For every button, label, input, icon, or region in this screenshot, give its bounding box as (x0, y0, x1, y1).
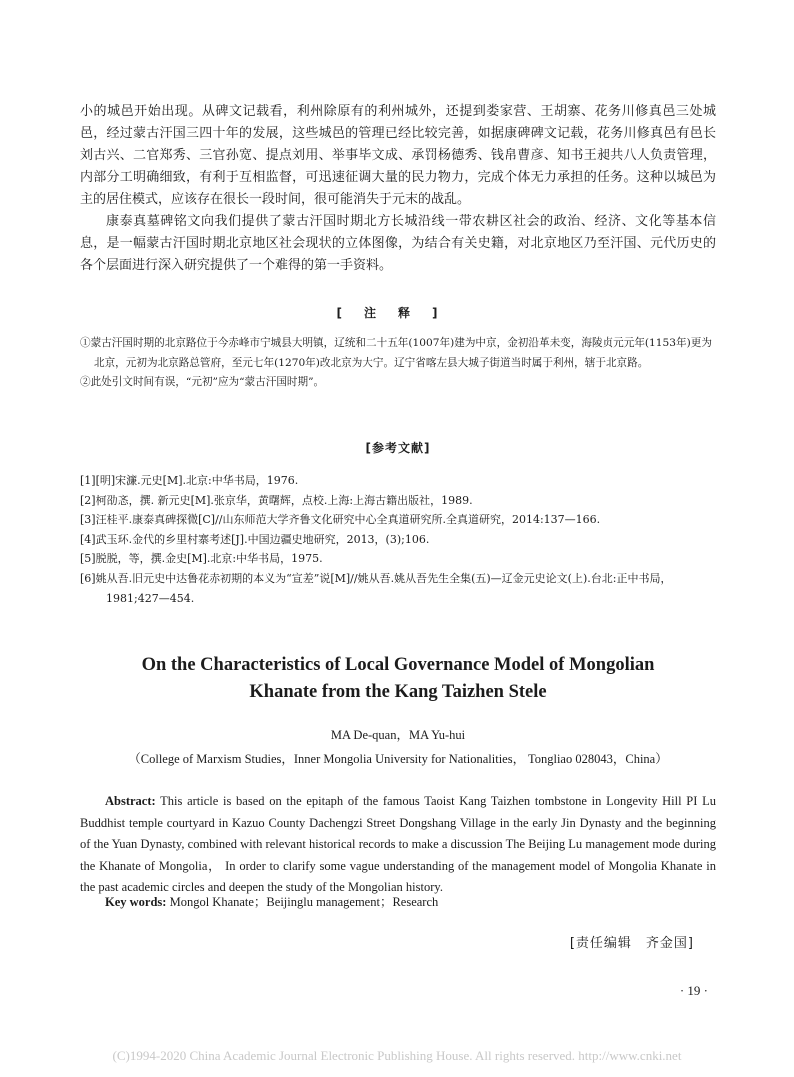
note-item: ②此处引文时间有误，“元初”应为“蒙古汗国时期”。 (80, 376, 325, 388)
body-paragraph: 小的城邑开始出现。从碑文记载看，利州除原有的利州城外，还提到娄家营、王胡寨、花务川修真邑三处城邑，经过蒙古汗国三四十年的发展，这些城邑的管理已经比较完善，如据康碑碑文记载，花务川修真邑有邑长刘古兴、二官郑秀、三官孙宽、提点刘用、举事毕文成、承罚杨德秀、钱帛曹彦、知书王昶共八人负责管理，内部分工明确细致，有利于互相监督，可迅速征调大量的民力物力，完成个体无力承担的任务。这种以城邑为主的居住模式，应该存在很长一段时间，很可能消失于元末的战乱。 (80, 104, 716, 207)
note-item: ①蒙古汗国时期的北京路位于今赤峰市宁城县大明镇，辽统和二十五年(1007年)建为中京，金初沿革未变，海陵贞元元年(1153年)更为北京，元初为北京路总管府，至元七年(1270年)改北京为大宁。辽宁省喀左县大城子街道当时属于利州，辖于北京路。 (80, 337, 712, 369)
references-list (80, 471, 716, 608)
english-title-line: Khanate from the Kang Taizhen Stele (249, 682, 547, 702)
body-paragraph: 康泰真墓碑铭文向我们提供了蒙古汗国时期北方长城沿线一带农耕区社会的政治、经济、文化等基本信息，是一幅蒙古汗国时期北京地区社会现状的立体图像，为结合有关史籍，对北京地区乃至汗国、元代历史的各个层面进行深入研究提供了一个难得的第一手资料。 (80, 214, 716, 273)
english-affiliation: （College of Marxism Studies，Inner Mongolia University for Nationalities， Tongliao 028043，China） (128, 752, 668, 766)
english-keywords (105, 892, 716, 910)
notes-heading: [注释] (336, 306, 460, 320)
copyright-watermark: (C)1994-2020 China Academic Journal Electronic Publishing House. All rights reserved. http://www.cnki.net (112, 1048, 682, 1063)
reference-item: [5]脱脱，等，撰.金史[M].北京:中华书局，1975. (80, 552, 323, 566)
english-authors: MA De-quan，MA Yu-hui (330, 728, 466, 742)
english-abstract (80, 791, 716, 899)
keywords-label: Key words: (105, 895, 167, 909)
reference-item: [4]武玉环.金代的乡里村寨考述[J].中国边疆史地研究，2013，(3);106. (80, 532, 430, 546)
abstract-label: Abstract: (105, 794, 156, 808)
english-title (80, 652, 716, 706)
keywords-text: Mongol Khanate；Beijinglu management；Research (166, 895, 439, 909)
notes-list (80, 334, 716, 393)
body-text (80, 101, 716, 277)
references-heading: [参考文献] (365, 441, 431, 455)
reference-item: [3]汪桂平.康泰真碑探微[C]//山东师范大学齐鲁文化研究中心全真道研究所.全真道研究，2014:137—166. (80, 513, 601, 527)
responsible-editor: [责任编辑 齐金国] (569, 936, 694, 951)
reference-item: [2]柯劭忞，撰. 新元史[M].张京华，黄曙辉，点校.上海:上海古籍出版社，1989. (80, 493, 473, 507)
abstract-text: This article is based on the epitaph of the famous Taoist Kang Taizhen tombstone in Longevity Hill PI Lu Buddhist temple courtyard in Kazuo County Dachengzi Street Dongshang Village in the early Jin Dynasty and the beginning of the Yuan Dynasty, combined with relevant historical records to make a discussion The Beijing Lu management mode during the Khanate of Mongolia， In order to clarify some vague understanding of the management model of Mongolia Khanate in the past academic circles and deepen the study of the Mongolian history. (80, 794, 716, 894)
page-number: · 19 · (679, 983, 708, 998)
reference-item: [1][明]宋濂.元史[M].北京:中华书局，1976. (80, 474, 299, 487)
reference-item: [6]姚从吾.旧元史中达鲁花赤初期的本义为“宣差”说[M]//姚从吾.姚从吾先生全集(五)—辽金元史论文(上).台北:正中书局，1981;427—454. (80, 571, 672, 605)
english-title-line: On the Characteristics of Local Governance Model of Mongolian (141, 655, 655, 675)
